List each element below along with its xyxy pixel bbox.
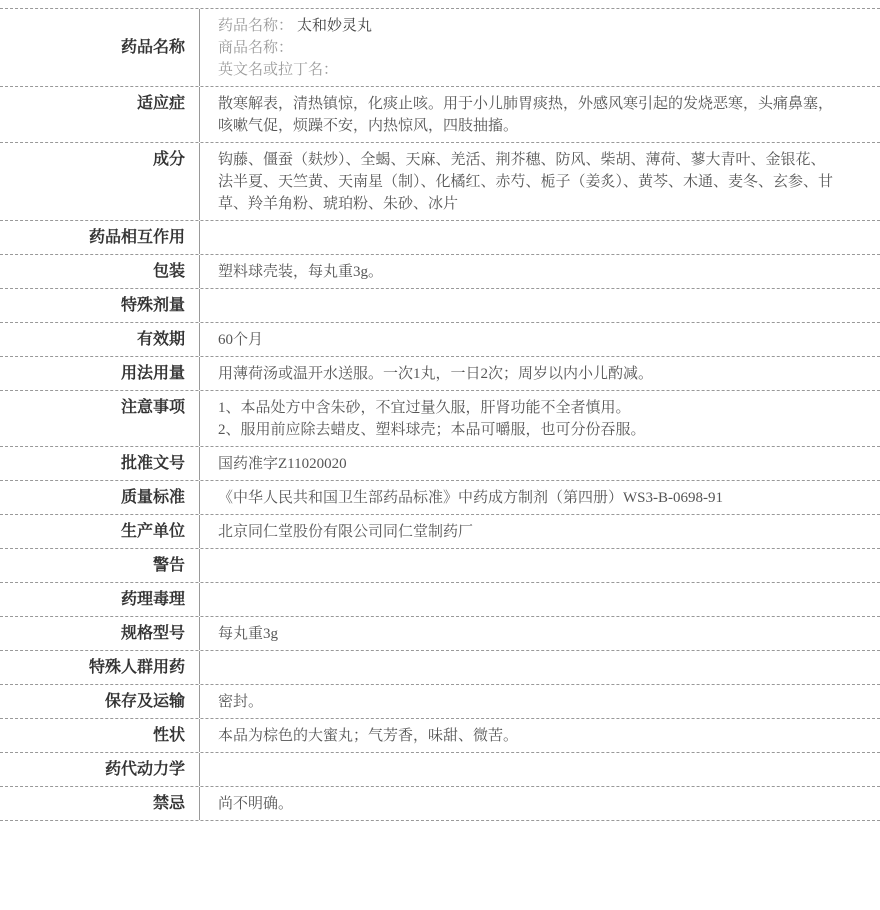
row-label: 生产单位 (0, 515, 200, 548)
name-field-line (218, 37, 840, 59)
row-value (200, 549, 880, 582)
row-label: 保存及运输 (0, 685, 200, 718)
table-row-indications (0, 87, 880, 143)
row-label: 药品名称 (0, 9, 200, 86)
row-label: 警告 (0, 549, 200, 582)
table-row-pharmacology-toxicology (0, 583, 880, 617)
row-label: 药理毒理 (0, 583, 200, 616)
row-label: 药代动力学 (0, 753, 200, 786)
row-label: 性状 (0, 719, 200, 752)
field-prefix: 商品名称： (218, 40, 294, 56)
row-label: 包装 (0, 255, 200, 288)
name-field-line (218, 15, 840, 37)
row-value (200, 391, 880, 446)
table-row-drug-interactions (0, 221, 880, 255)
table-row-description (0, 719, 880, 753)
row-value (200, 753, 880, 786)
row-label: 质量标准 (0, 481, 200, 514)
row-value: 尚不明确。 (218, 796, 294, 812)
table-row-packaging (0, 255, 880, 289)
row-value: 本品为棕色的大蜜丸；气芳香，味甜、微苦。 (218, 728, 519, 744)
table-row-contraindications (0, 787, 880, 821)
row-value: 北京同仁堂股份有限公司同仁堂制药厂 (218, 524, 474, 540)
row-value (200, 651, 880, 684)
table-row-shelf-life (0, 323, 880, 357)
value-line: 2、服用前应除去蜡皮、塑料球壳；本品可嚼服，也可分份吞服。 (218, 422, 646, 438)
row-value: 用薄荷汤或温开水送服。一次1丸，一日2次；周岁以内小儿酌减。 (218, 366, 654, 382)
table-row-drug-name (0, 9, 880, 87)
row-value (200, 9, 880, 86)
row-value: 每丸重3g (218, 626, 279, 642)
row-label: 用法用量 (0, 357, 200, 390)
row-value: 国药准字Z11020020 (218, 456, 347, 472)
table-row-quality-standard (0, 481, 880, 515)
row-label: 批准文号 (0, 447, 200, 480)
row-label: 禁忌 (0, 787, 200, 820)
value-line: 1、本品处方中含朱砂，不宜过量久服，肝肾功能不全者慎用。 (218, 400, 631, 416)
row-label: 药品相互作用 (0, 221, 200, 254)
field-prefix: 英文名或拉丁名： (218, 62, 339, 78)
row-value (200, 289, 880, 322)
table-row-special-populations (0, 651, 880, 685)
table-row-specification (0, 617, 880, 651)
row-label: 特殊剂量 (0, 289, 200, 322)
row-label: 成分 (0, 143, 200, 220)
row-label: 注意事项 (0, 391, 200, 446)
field-value: 太和妙灵丸 (297, 18, 373, 34)
row-label: 特殊人群用药 (0, 651, 200, 684)
field-prefix: 药品名称： (218, 18, 294, 34)
row-label: 适应症 (0, 87, 200, 142)
row-value: 塑料球壳装，每丸重3g。 (218, 264, 384, 280)
table-row-precautions (0, 391, 880, 447)
row-label: 规格型号 (0, 617, 200, 650)
table-row-warnings (0, 549, 880, 583)
table-row-special-dosage (0, 289, 880, 323)
table-row-dosage-usage (0, 357, 880, 391)
row-value: 散寒解表，清热镇惊，化痰止咳。用于小儿肺胃痰热，外感风寒引起的发烧恶寒，头痛鼻塞，咳嗽气促，烦躁不安，内热惊风，四肢抽搐。 (218, 96, 834, 134)
name-field-line (218, 59, 840, 81)
row-value: 钩藤、僵蚕（麸炒）、全蝎、天麻、羌活、荆芥穗、防风、柴胡、薄荷、蓼大青叶、金银花、法半夏、天竺黄、天南星（制）、化橘红、赤芍、栀子（姜炙）、黄芩、木通、麦冬、玄参、甘草、羚羊角粉、琥珀粉、朱砂、冰片 (218, 152, 834, 212)
row-value (200, 583, 880, 616)
table-row-manufacturer (0, 515, 880, 549)
row-value: 密封。 (218, 694, 264, 710)
row-value (200, 221, 880, 254)
table-row-pharmacokinetics (0, 753, 880, 787)
row-value: 60个月 (218, 332, 264, 348)
table-row-ingredients (0, 143, 880, 221)
row-label: 有效期 (0, 323, 200, 356)
row-value: 《中华人民共和国卫生部药品标准》中药成方制剂（第四册）WS3-B-0698-91 (218, 490, 723, 506)
drug-info-table (0, 8, 880, 821)
table-row-storage-transport (0, 685, 880, 719)
table-row-approval-number (0, 447, 880, 481)
